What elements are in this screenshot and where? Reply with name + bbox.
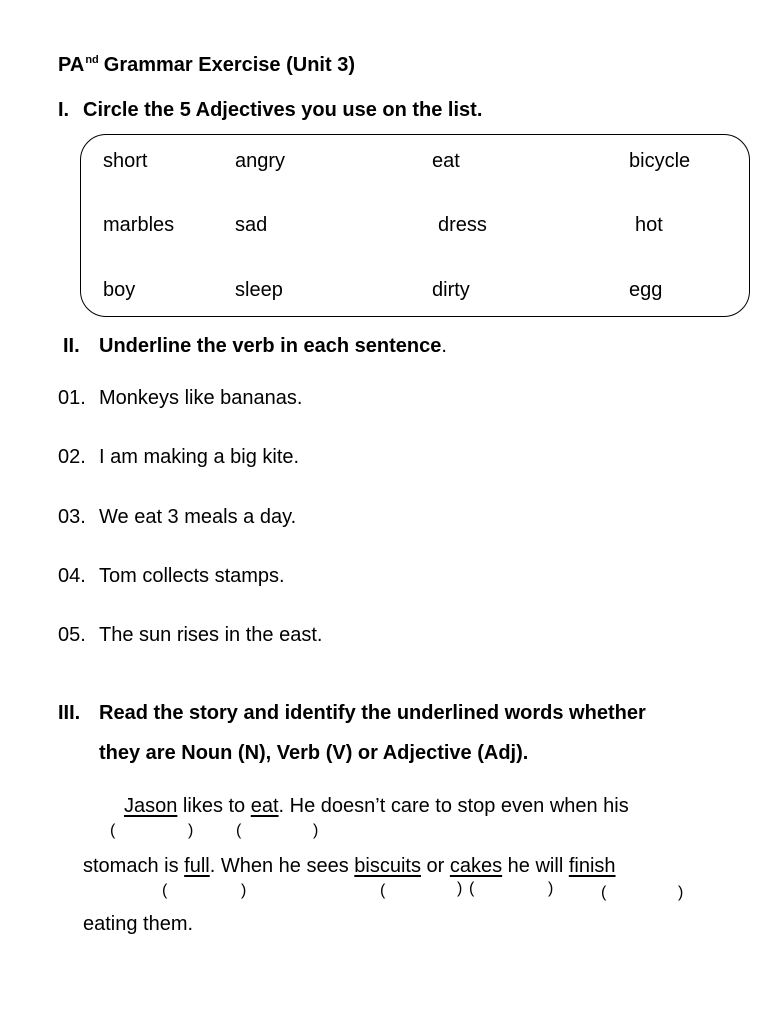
answer-blank-close[interactable]: ): [188, 822, 194, 839]
section2-heading-line: [99, 335, 447, 358]
answer-blank-close[interactable]: ): [457, 880, 463, 897]
answer-blank-open[interactable]: (: [162, 882, 168, 899]
story-line-2: [83, 855, 616, 878]
answer-blank-close[interactable]: ): [548, 880, 554, 897]
word-cell[interactable]: sleep: [235, 279, 283, 301]
sentence-text[interactable]: I am making a big kite.: [99, 446, 300, 468]
story-text: . He doesn’t care to stop even when his: [278, 795, 629, 817]
word-cell[interactable]: dress: [438, 214, 487, 236]
answer-blank-open[interactable]: (: [110, 822, 116, 839]
sentence-text[interactable]: Monkeys like bananas.: [99, 387, 303, 409]
word-cell[interactable]: hot: [635, 214, 663, 236]
sentence-number: 01.: [58, 387, 86, 409]
word-cell[interactable]: bicycle: [629, 150, 691, 172]
sentence-number: 04.: [58, 565, 86, 587]
word-cell[interactable]: angry: [235, 150, 286, 172]
title-prefix: PA: [58, 54, 85, 76]
word-cell[interactable]: dirty: [432, 279, 470, 301]
sentence-text[interactable]: We eat 3 meals a day.: [99, 506, 297, 528]
sentence-text[interactable]: Tom collects stamps.: [99, 565, 285, 587]
word-cell[interactable]: egg: [629, 279, 663, 301]
sentence-number: 05.: [58, 624, 86, 646]
title-superscript: nd: [85, 54, 99, 67]
sentence-text[interactable]: The sun rises in the east.: [99, 624, 323, 646]
section1-heading: Circle the 5 Adjectives you use on the list.: [83, 99, 483, 121]
sentence-row: [58, 387, 302, 410]
sentence-row: [58, 565, 285, 588]
word-cell[interactable]: boy: [103, 279, 136, 301]
underlined-word-finish: finish: [568, 855, 616, 877]
word-cell[interactable]: eat: [432, 150, 460, 172]
section3-heading-line1: Read the story and identify the underlined words whether: [99, 702, 646, 724]
section1-label: I.: [58, 99, 70, 121]
sentence-row: [58, 624, 322, 647]
answer-blank-close[interactable]: ): [241, 882, 247, 899]
sentence-number: 02.: [58, 446, 86, 468]
section3-label: III.: [58, 702, 81, 724]
story-text: stomach is: [83, 855, 185, 877]
answer-blank-open[interactable]: (: [601, 884, 607, 901]
section2-label: II.: [63, 335, 80, 357]
answer-blank-close[interactable]: ): [313, 822, 319, 839]
answer-blank-open[interactable]: (: [236, 822, 242, 839]
sentence-number: 03.: [58, 506, 86, 528]
word-cell[interactable]: short: [103, 150, 148, 172]
answer-blank-close[interactable]: ): [678, 884, 684, 901]
word-cell[interactable]: marbles: [103, 214, 175, 236]
story-text: . When he sees: [209, 855, 355, 877]
sentence-row: [58, 506, 296, 529]
word-cell[interactable]: sad: [235, 214, 268, 236]
story-line-3: eating them.: [83, 913, 194, 935]
story-text: likes to: [177, 795, 251, 817]
story-text: he will: [502, 855, 569, 877]
adjective-word-box: [80, 134, 750, 317]
underlined-word-full: full: [184, 855, 210, 877]
underlined-word-cakes: cakes: [449, 855, 503, 877]
section2-heading: Underline the verb in each sentence: [99, 335, 442, 357]
answer-blank-open[interactable]: (: [380, 882, 386, 899]
underlined-word-jason: Jason: [124, 795, 178, 817]
story-text: or: [420, 855, 450, 877]
underlined-word-biscuits: biscuits: [354, 855, 421, 877]
underlined-word-eat: eat: [250, 795, 279, 817]
sentence-row: [58, 446, 299, 469]
section3-heading-line2: they are Noun (N), Verb (V) or Adjective (Adj).: [99, 742, 529, 764]
answer-blank-open[interactable]: (: [469, 880, 475, 897]
section2-heading-period: .: [441, 335, 447, 357]
page-title: [58, 54, 355, 77]
story-line-1: [124, 795, 629, 818]
title-text: Grammar Exercise (Unit 3): [103, 54, 355, 76]
